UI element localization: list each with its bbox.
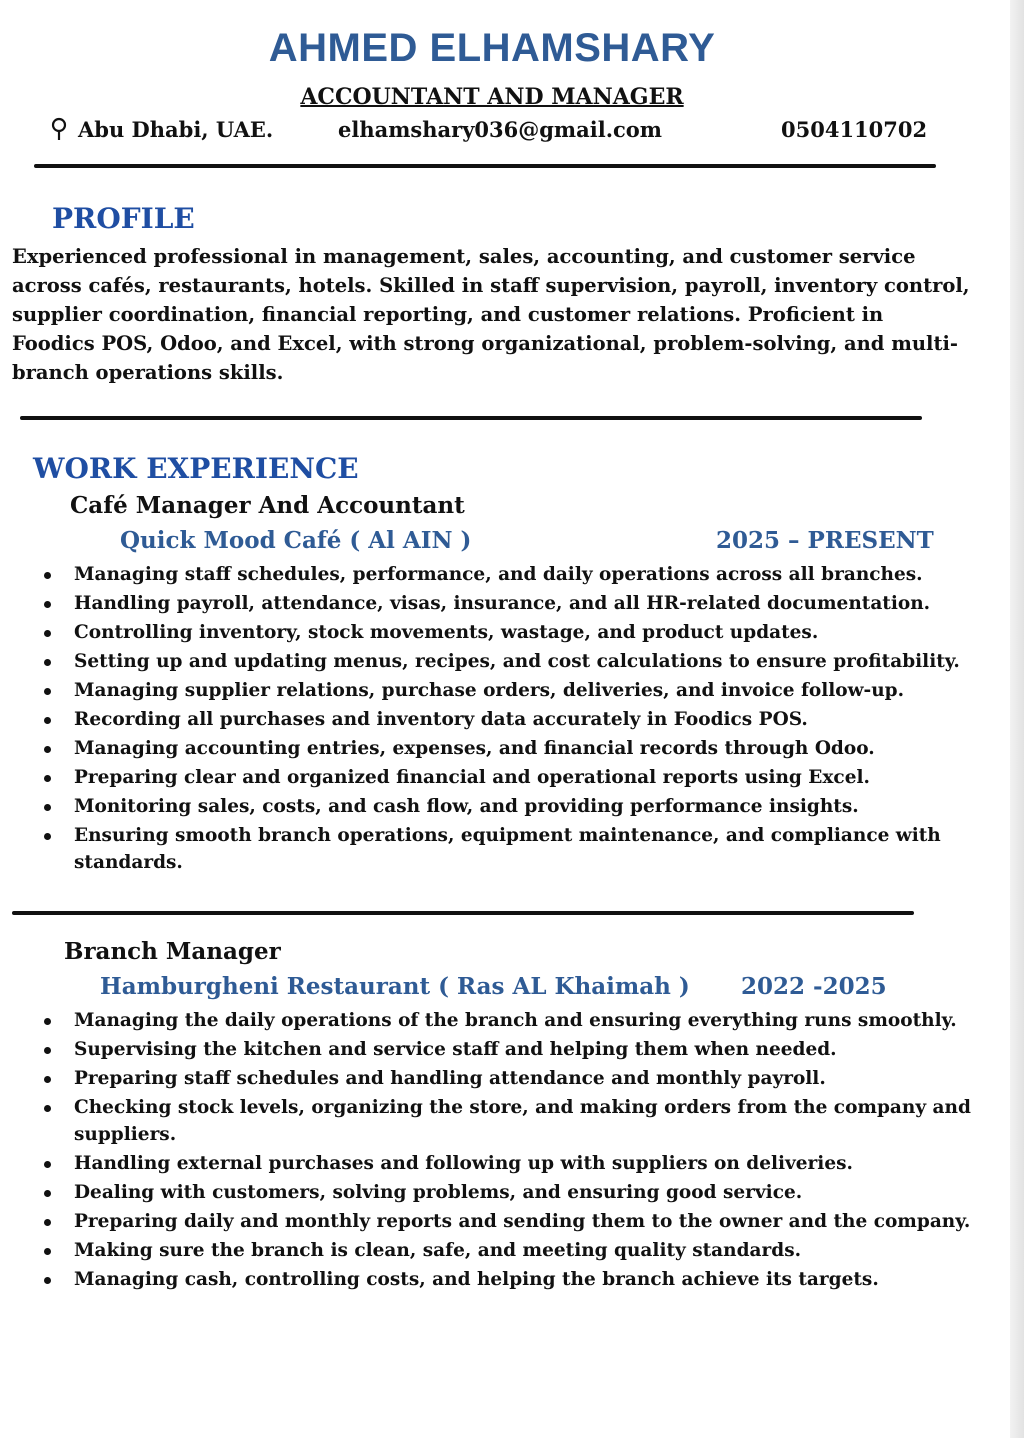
divider-profile: [20, 416, 922, 420]
list-item: Controlling inventory, stock movements, wastage, and product updates.: [40, 619, 980, 646]
contact-email[interactable]: elhamshary036@gmail.com: [338, 117, 663, 142]
list-item: Handling payroll, attendance, visas, insurance, and all HR-related documentation.: [40, 590, 980, 617]
list-item: Managing supplier relations, purchase orders, deliveries, and invoice follow-up.: [40, 677, 980, 704]
list-item: Monitoring sales, costs, and cash flow, and providing performance insights.: [40, 793, 980, 820]
list-item: Preparing staff schedules and handling attendance and monthly payroll.: [40, 1065, 980, 1092]
divider-header: [34, 164, 936, 168]
list-item: Preparing clear and organized financial and operational reports using Excel.: [40, 764, 980, 791]
list-item: Preparing daily and monthly reports and sending them to the owner and the company.: [40, 1208, 980, 1235]
map-pin-icon: [48, 117, 70, 141]
job-1-period: 2025 – PRESENT: [716, 527, 934, 554]
list-item: Recording all purchases and inventory data accurately in Foodics POS.: [40, 706, 980, 733]
candidate-name: AHMED ELHAMSHARY: [268, 26, 716, 70]
job-2-employer: Hamburgheni Restaurant ( Ras AL Khaimah ): [100, 973, 690, 1000]
job-1-role: Café Manager And Accountant: [70, 492, 465, 519]
profile-heading: PROFILE: [52, 202, 195, 235]
job-2-period: 2022 -2025: [741, 973, 887, 1000]
list-item: Managing cash, controlling costs, and helping the branch achieve its targets.: [40, 1266, 980, 1293]
job-title: ACCOUNTANT AND MANAGER: [300, 84, 684, 110]
contact-location: [48, 117, 273, 142]
list-item: Supervising the kitchen and service staff and helping them when needed.: [40, 1036, 980, 1063]
list-item: Handling external purchases and following up with suppliers on deliveries.: [40, 1150, 980, 1177]
list-item: Managing accounting entries, expenses, and financial records through Odoo.: [40, 735, 980, 762]
divider-jobs: [12, 911, 914, 915]
list-item: Setting up and updating menus, recipes, and cost calculations to ensure profitability.: [40, 648, 980, 675]
profile-summary: Experienced professional in management, sales, accounting, and customer service across cafés, restaurants, hotels. Skilled in staff supervision, payroll, inventory control, supplier coordination, financial reporting, and customer relations. Proficient in Foodics POS, Odoo, and Excel, with strong organizational, problem-solving, and multi-branch operations skills.: [12, 245, 970, 384]
list-item: Managing staff schedules, performance, and daily operations across all branches.: [40, 561, 980, 588]
job-1-employer: Quick Mood Café ( Al AIN ): [120, 527, 472, 554]
list-item: Managing the daily operations of the branch and ensuring everything runs smoothly.: [40, 1007, 980, 1034]
list-item: Dealing with customers, solving problems, and ensuring good service.: [40, 1179, 980, 1206]
job-2-duties: [40, 1007, 980, 1295]
work-experience-heading: WORK EXPERIENCE: [33, 452, 359, 485]
job-1-duties: [40, 561, 980, 878]
list-item: Making sure the branch is clean, safe, and meeting quality standards.: [40, 1237, 980, 1264]
job-2-role: Branch Manager: [64, 938, 281, 965]
list-item: Checking stock levels, organizing the store, and making orders from the company and suppliers.: [40, 1094, 980, 1148]
location-text: Abu Dhabi, UAE.: [78, 117, 274, 142]
list-item: Ensuring smooth branch operations, equipment maintenance, and compliance with standards.: [40, 822, 980, 876]
contact-phone: 0504110702: [781, 117, 928, 142]
page-edge-shadow: [1010, 0, 1024, 1438]
